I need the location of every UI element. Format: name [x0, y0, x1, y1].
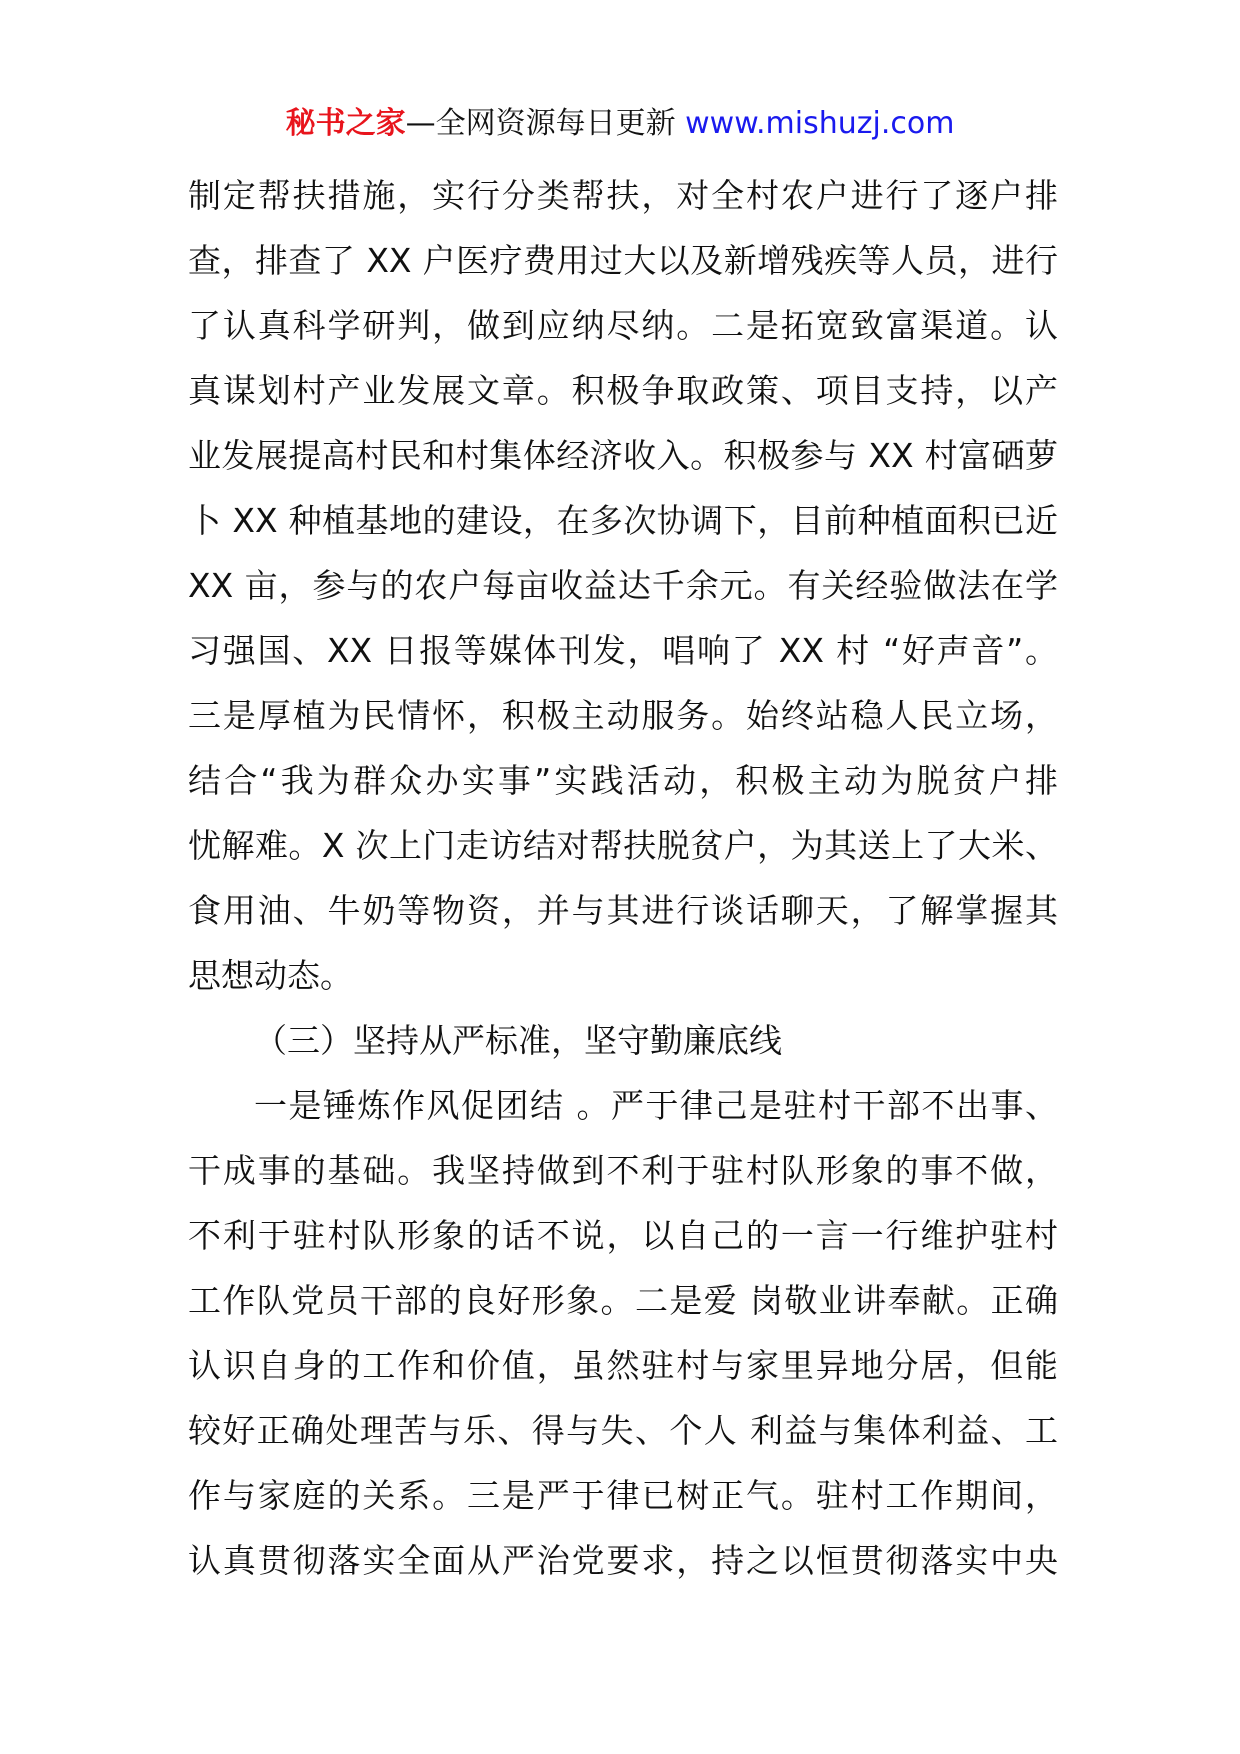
text-line: 认真贯彻落实全面从严治党要求，持之以恒贯彻落实中央	[188, 1541, 1058, 1580]
site-url-link[interactable]: www.mishuzj.com	[685, 106, 955, 141]
text-line: 食用油、牛奶等物资，并与其进行谈话聊天，了解掌握其	[188, 891, 1058, 930]
section-heading: （三）坚持从严标准，坚守勤廉底线	[254, 1021, 782, 1060]
page-header	[0, 104, 1240, 144]
text-line: 不利于驻村队形象的话不说，以自己的一言一行维护驻村	[188, 1216, 1058, 1255]
text-line: 忧解难。X 次上门走访结对帮扶脱贫户，为其送上了大米、	[188, 826, 1058, 865]
text-line: 思想动态。	[188, 956, 353, 995]
header-tagline: —全网资源每日更新	[405, 106, 686, 141]
text-line: 作与家庭的关系。三是严于律已树正气。驻村工作期间，	[188, 1476, 1058, 1515]
text-line: 了认真科学研判，做到应纳尽纳。二是拓宽致富渠道。认	[188, 306, 1058, 345]
paragraph-first-line: 一是锤炼作风促团结 。严于律己是驻村干部不出事、	[254, 1086, 1058, 1125]
text-line: XX 亩，参与的农户每亩收益达千余元。有关经验做法在学	[188, 566, 1058, 605]
text-line: 习强国、XX 日报等媒体刊发，唱响了 XX 村 “好声音”。	[188, 631, 1058, 670]
brand-name: 秘书之家	[285, 106, 406, 141]
text-line: 较好正确处理苦与乐、得与失、个人 利益与集体利益、工	[188, 1411, 1058, 1450]
text-line: 制定帮扶措施，实行分类帮扶，对全村农户进行了逐户排	[188, 176, 1058, 215]
text-line: 认识自身的工作和价值，虽然驻村与家里异地分居，但能	[188, 1346, 1058, 1385]
text-line: 结合“我为群众办实事”实践活动，积极主动为脱贫户排	[188, 761, 1058, 800]
text-line: 干成事的基础。我坚持做到不利于驻村队形象的事不做，	[188, 1151, 1058, 1190]
document-body	[188, 163, 1058, 1593]
text-line: 卜 XX 种植基地的建设，在多次协调下，目前种植面积已近	[188, 501, 1058, 540]
text-line: 工作队党员干部的良好形象。二是爱 岗敬业讲奉献。正确	[188, 1281, 1058, 1320]
text-line: 业发展提高村民和村集体经济收入。积极参与 XX 村富硒萝	[188, 436, 1058, 475]
text-line: 查，排查了 XX 户医疗费用过大以及新增残疾等人员，进行	[188, 241, 1058, 280]
text-line: 三是厚植为民情怀，积极主动服务。始终站稳人民立场，	[188, 696, 1058, 735]
text-line: 真谋划村产业发展文章。积极争取政策、项目支持，以产	[188, 371, 1058, 410]
